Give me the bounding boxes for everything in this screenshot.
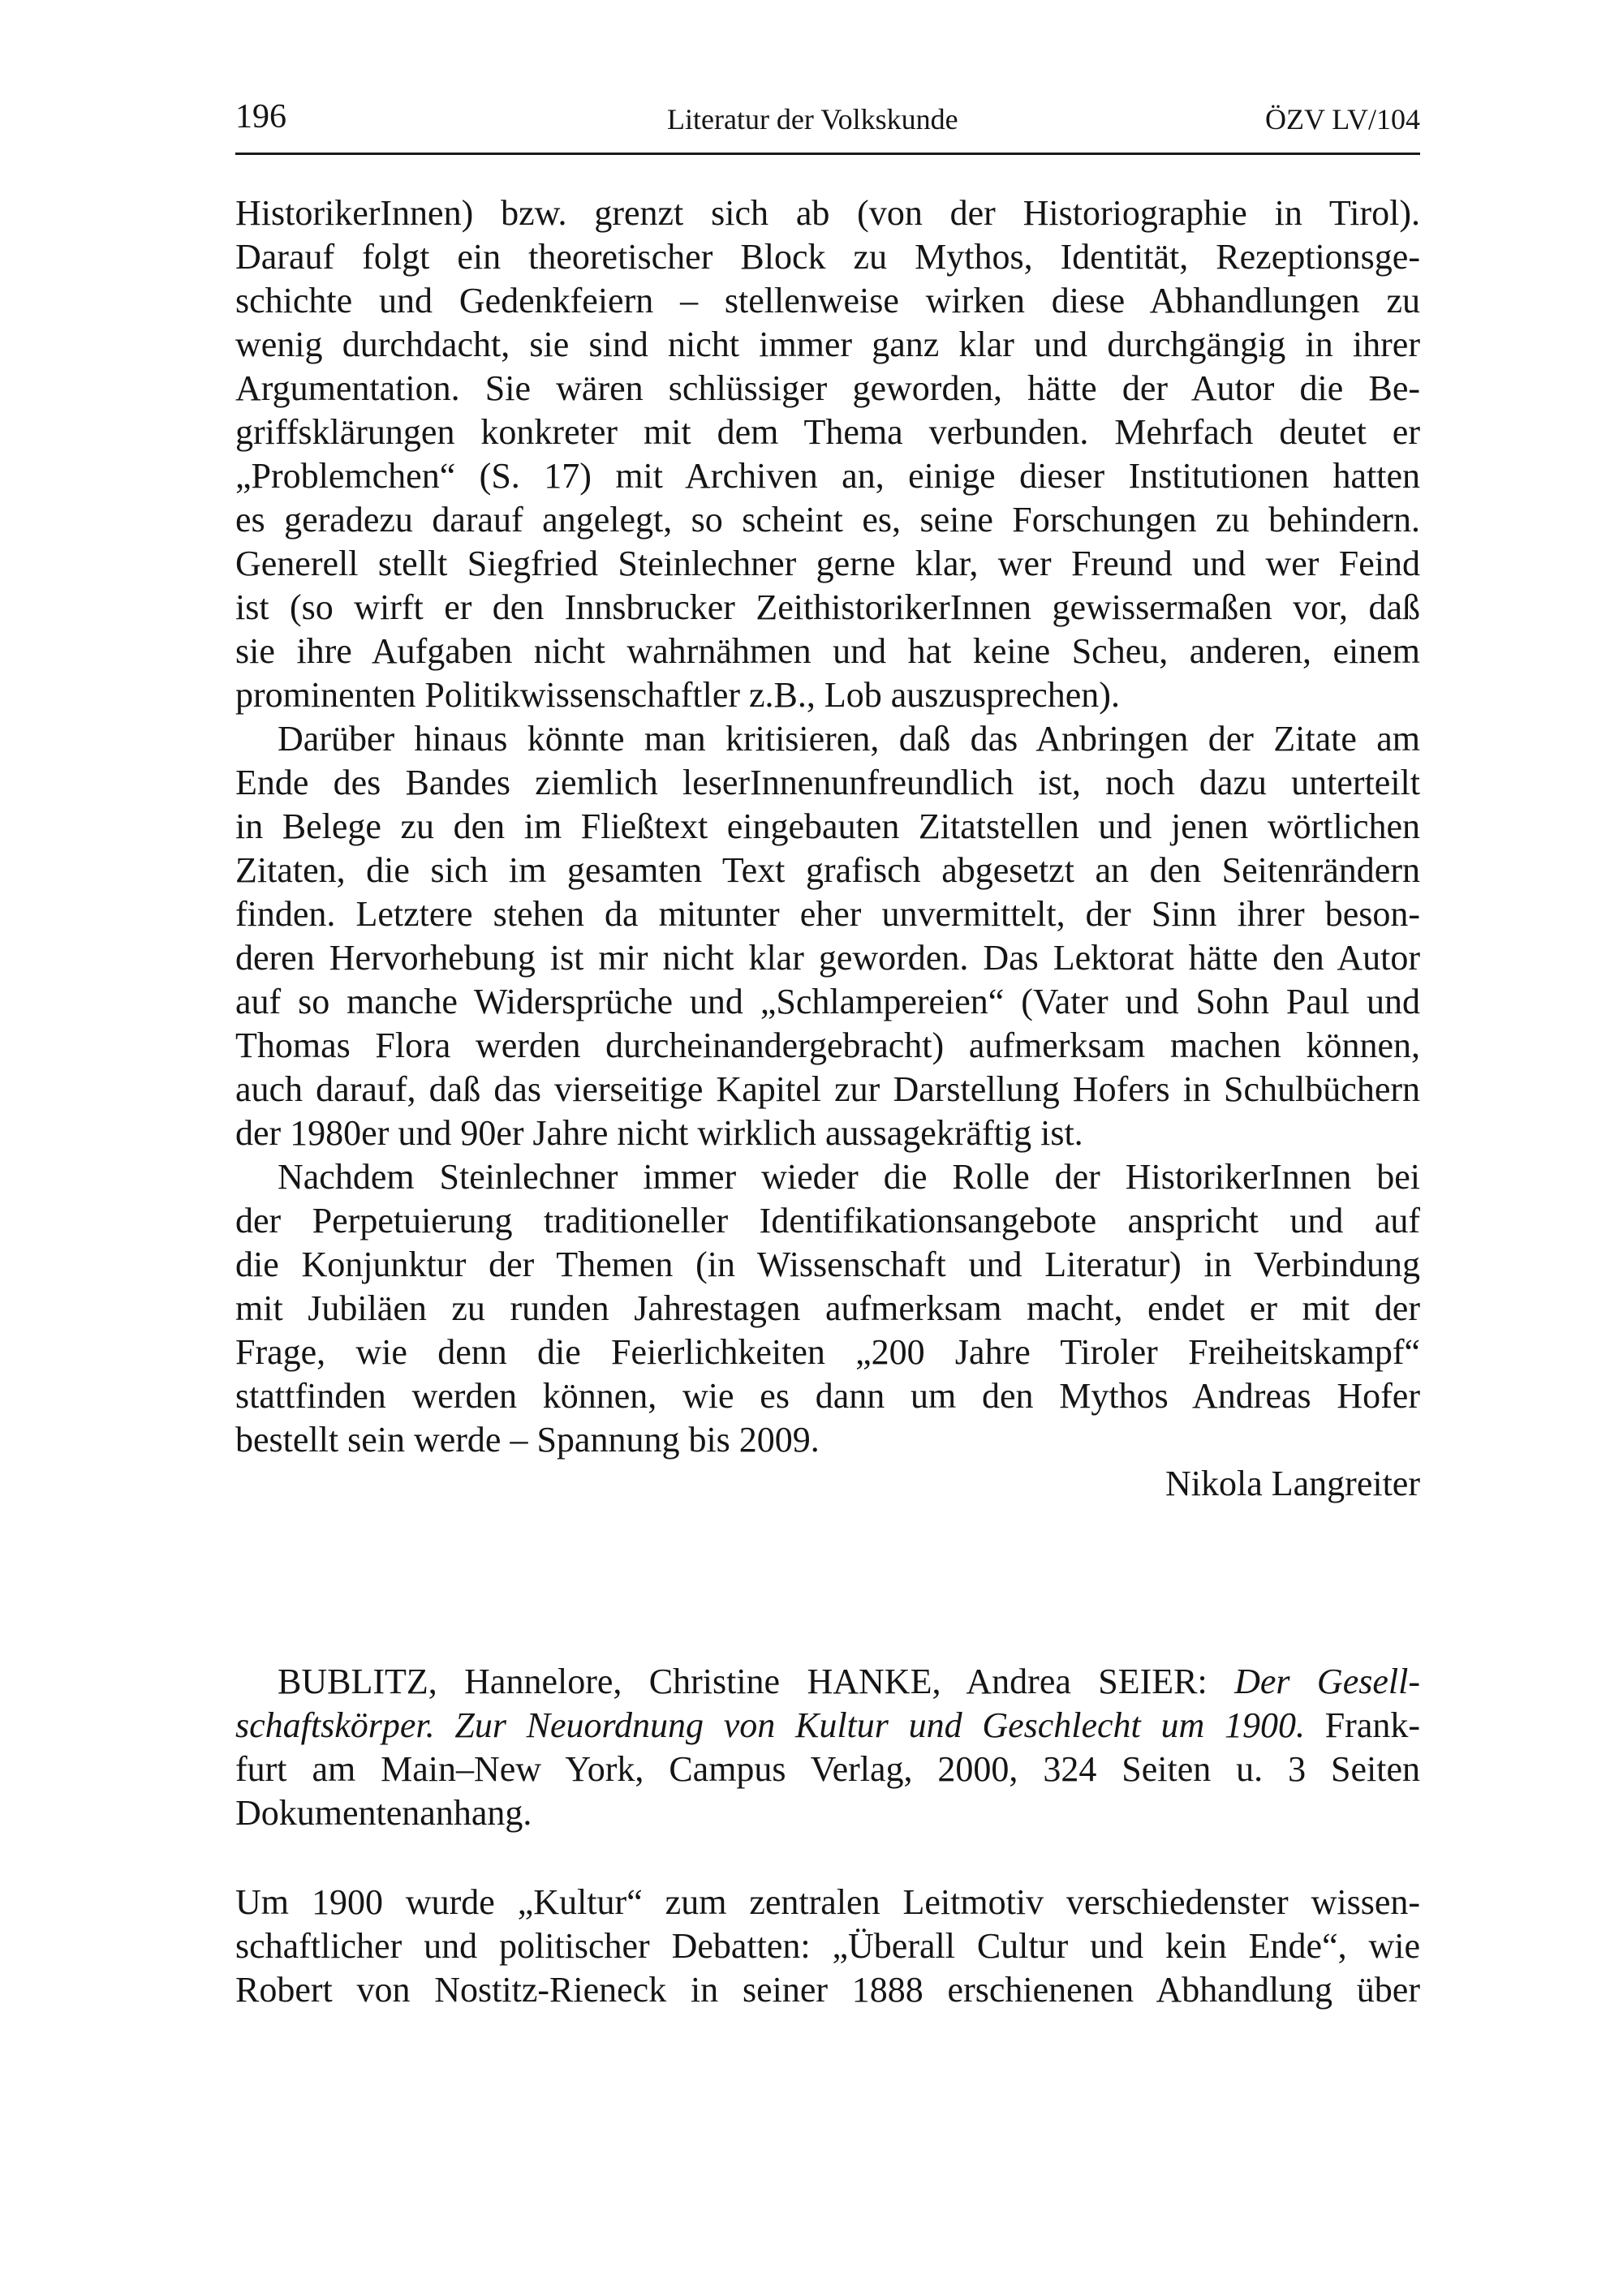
review-2-citation	[235, 1660, 1420, 1835]
text-line: der 1980er und 90er Jahre nicht wirklich aussagekräftig ist.	[235, 1113, 1083, 1153]
text-line: schaftlicher und politischer Debatten: „Überall Cultur und kein Ende“, wie	[235, 1926, 1420, 1966]
text-line: Darauf folgt ein theoretischer Block zu Mythos, Identität, Rezeptionsge-	[235, 237, 1420, 277]
running-title: Literatur der Volkskunde	[667, 103, 958, 135]
book-title: schaftskörper. Zur Neuordnung von Kultur und Geschlecht um 1900.	[235, 1705, 1305, 1745]
citation-line: Dokumentenanhang.	[235, 1793, 532, 1833]
text-line: prominenten Politikwissenschaftler z.B., Lob auszusprechen).	[235, 675, 1120, 715]
citation-line	[235, 1704, 1420, 1748]
text-line: Frage, wie denn die Feierlichkeiten „200 Jahre Tiroler Freiheitskampf“	[235, 1332, 1420, 1372]
header-rule	[235, 153, 1420, 155]
text-line: auch darauf, daß das vierseitige Kapitel zur Darstellung Hofers in Schulbüchern	[235, 1069, 1420, 1109]
text-line: finden. Letztere stehen da mitunter eher unvermittelt, der Sinn ihrer beson-	[235, 894, 1420, 934]
text-line: Um 1900 wurde „Kultur“ zum zentralen Leitmotiv verschiedenster wissen-	[235, 1882, 1420, 1922]
text-line: Nachdem Steinlechner immer wieder die Rolle der HistorikerInnen bei	[278, 1157, 1420, 1197]
text-line: HistorikerInnen) bzw. grenzt sich ab (von der Historiographie in Tirol).	[235, 193, 1420, 233]
page-number: 196	[235, 98, 286, 135]
text-line: mit Jubiläen zu runden Jahrestagen aufmerksam macht, endet er mit der	[235, 1288, 1420, 1328]
review-signature: Nikola Langreiter	[1165, 1464, 1420, 1503]
text-line: bestellt sein werde – Spannung bis 2009.	[235, 1420, 820, 1460]
text-line: Zitaten, die sich im gesamten Text grafisch abgesetzt an den Seitenrändern	[235, 850, 1420, 890]
text-line: griffsklärungen konkreter mit dem Thema verbunden. Mehrfach deutet er	[235, 412, 1420, 452]
text-line: Thomas Flora werden durcheinandergebracht) aufmerksam machen können,	[235, 1025, 1420, 1065]
text-line: stattfinden werden können, wie es dann um den Mythos Andreas Hofer	[235, 1376, 1420, 1416]
journal-reference: ÖZV LV/104	[1264, 103, 1420, 135]
text-line: sie ihre Aufgaben nicht wahrnähmen und hat keine Scheu, anderen, einem	[235, 631, 1420, 671]
text-line: Ende des Bandes ziemlich leserInnenunfreundlich ist, noch dazu unterteilt	[235, 763, 1420, 802]
text-line: der Perpetuierung traditioneller Identifikationsangebote anspricht und auf	[235, 1201, 1420, 1240]
text-line: es geradezu darauf angelegt, so scheint es, seine Forschungen zu behindern.	[235, 500, 1420, 540]
text-line: Generell stellt Siegfried Steinlechner gerne klar, wer Freund und wer Feind	[235, 544, 1420, 583]
text-line: „Problemchen“ (S. 17) mit Archiven an, einige dieser Institutionen hatten	[235, 456, 1420, 496]
text-line: die Konjunktur der Themen (in Wissenschaft und Literatur) in Verbindung	[235, 1245, 1420, 1284]
citation-line: furt am Main–New York, Campus Verlag, 2000, 324 Seiten u. 3 Seiten	[235, 1749, 1420, 1789]
text-line: Robert von Nostitz-Rieneck in seiner 1888 erschienenen Abhandlung über	[235, 1970, 1420, 2010]
review-2-body	[235, 1881, 1420, 2012]
page-header	[235, 97, 1420, 146]
book-title: Der Gesell-	[1234, 1662, 1420, 1701]
text-line: in Belege zu den im Fließtext eingebauten Zitatstellen und jenen wörtlichen	[235, 806, 1420, 846]
text-line: schichte und Gedenkfeiern – stellenweise wirken diese Abhandlungen zu	[235, 281, 1420, 320]
review-1-paragraph-3	[235, 1155, 1420, 1506]
text-line: deren Hervorhebung ist mir nicht klar geworden. Das Lektorat hätte den Autor	[235, 938, 1420, 978]
text-line: auf so manche Widersprüche und „Schlampereien“ (Vater und Sohn Paul und	[235, 982, 1420, 1021]
text-line: ist (so wirft er den Innsbrucker ZeithistorikerInnen gewissermaßen vor, daß	[235, 587, 1420, 627]
citation-publication: Frank-	[1304, 1705, 1420, 1745]
citation-line	[235, 1660, 1420, 1704]
review-1-paragraph-1	[235, 191, 1420, 717]
text-line: wenig durchdacht, sie sind nicht immer ganz klar und durchgängig in ihrer	[235, 325, 1420, 364]
citation-authors: BUBLITZ, Hannelore, Christine HANKE, Andrea SEIER:	[278, 1662, 1235, 1701]
text-line: Darüber hinaus könnte man kritisieren, daß das Anbringen der Zitate am	[278, 719, 1420, 759]
text-line: Argumentation. Sie wären schlüssiger geworden, hätte der Autor die Be-	[235, 368, 1420, 408]
review-1-paragraph-2	[235, 717, 1420, 1155]
